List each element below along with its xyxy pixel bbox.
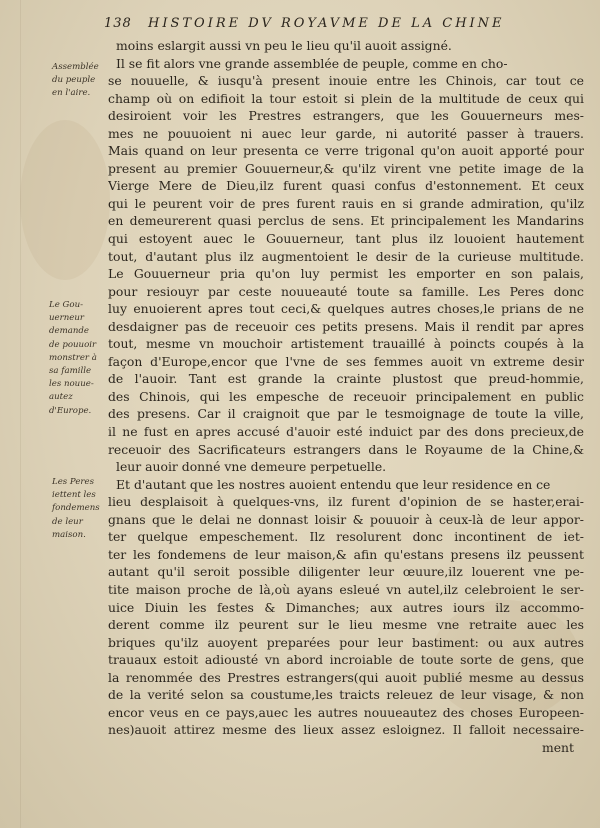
margin-note-line: Les Peres [52, 477, 95, 487]
page-edge-shadow [20, 0, 21, 828]
margin-note-foundations [52, 476, 100, 542]
margin-note-line: maison. [52, 529, 86, 540]
text-line: champ où on edifioit la tour estoit si plein de la multitude de ceux qui [108, 90, 584, 106]
page-header [104, 14, 584, 36]
text-line: Mais quand on leur presenta ce verre trigonal qu'on auoit apporté pour [108, 143, 584, 159]
text-line: en demeurerent quasi perclus de sens. Et principalement les Mandarins [108, 213, 584, 229]
text-line: des Chinois, qui les empesche de receuoir principalement en public [108, 388, 584, 404]
margin-note-line: demande [49, 326, 89, 337]
margin-note-line: sa famille [49, 365, 92, 376]
margin-note-line: autez [49, 392, 73, 403]
text-line: lieu desplaisoit à quelques-vns, ilz furent d'opinion de se haster,erai- [108, 494, 584, 510]
text-line: se nouuelle, & iusqu'à present inouie entre les Chinois, car tout ce [108, 73, 584, 89]
text-line: desdaigner pas de receuoir ces petits presens. Mais il rendit par apres [108, 318, 584, 334]
text-line: Vierge Mere de Dieu,ilz furent quasi confus d'estonnement. Et ceux [108, 178, 584, 194]
text-line: nes)auoit attirez mesme des lieux assez esloignez. Il falloit necessaire- [108, 722, 584, 738]
text-line: il ne fust en apres accusé d'auoir esté induict par des dons precieux,de [108, 424, 584, 440]
margin-note-line: de pouuoir [49, 339, 97, 350]
text-line: briques qu'ilz auoyent preparées pour leur bastiment: ou aux autres [108, 634, 584, 650]
margin-note-line: les nouue- [49, 379, 94, 390]
text-line: tout, d'autant plus ilz augmentoient le desir de la curieuse multitude. [108, 248, 584, 264]
margin-note-line: du peuple [52, 75, 96, 86]
text-line: gnans que le delai ne donnast loisir & pouuoir à ceux-là de leur appor- [108, 511, 584, 527]
catchword: ment [541, 739, 574, 755]
paper-stain [20, 120, 110, 280]
text-line: autant qu'il seroit possible diligenter leur œuure,ilz louerent vne pe- [108, 564, 584, 580]
margin-note-governor [49, 299, 97, 418]
text-line: desiroient voir les Prestres estrangers, que les Gouuerneurs mes- [108, 108, 584, 124]
margin-note-line: iettent les [52, 490, 96, 501]
text-line: ter quelque empeschement. Ilz resolurent donc incontinent de iet- [108, 529, 584, 545]
text-line: Et d'autant que les nostres auoient entendu que leur residence en ce [116, 476, 551, 492]
margin-note-line: en l'aire. [52, 88, 91, 99]
body-text [108, 37, 584, 756]
page-number: 138 [104, 16, 132, 31]
margin-note-line: fondemens [52, 503, 100, 514]
text-line: leur auoir donné vne demeure perpetuelle. [116, 459, 387, 475]
text-line: ter les fondemens de leur maison,& afin qu'estans presens ilz peussent [108, 546, 584, 562]
margin-note-line: monstrer à [49, 352, 97, 363]
margin-note-assembly [52, 61, 99, 101]
margin-note-line: de leur [52, 516, 83, 527]
text-line: present au premier Gouuerneur,& qu'ilz virent vne petite image de la [108, 160, 584, 176]
text-line: qui le peurent voir de pres furent rauis en si grande admiration, qu'ilz [108, 195, 584, 211]
text-line: pour resiouyr par ceste nouueauté toute sa famille. Les Peres donc [108, 283, 584, 299]
text-line: luy enuoierent apres tout ceci,& quelques autres choses,le prians de ne [108, 301, 584, 317]
margin-note-line: Assemblée [52, 62, 99, 72]
running-title: HISTOIRE DV ROYAVME DE LA CHINE [148, 16, 505, 31]
margin-note-line: d'Europe. [49, 405, 92, 416]
text-line: tite maison proche de là,où ayans esleué vn autel,ilz celebroient le ser- [108, 581, 584, 597]
text-line: Il se fit alors vne grande assemblée de peuple, comme en cho- [116, 55, 508, 71]
margin-note-line: Le Gou- [49, 300, 84, 310]
text-line: la renommée des Prestres estrangers(qui auoit publié mesme au dessus [108, 669, 584, 685]
text-line: de l'auoir. Tant est grande la crainte plustost que preud-hommie, [108, 371, 584, 387]
text-line: de la verité selon sa coustume,les traicts releuez de leur visage, & non [108, 687, 584, 703]
text-line: tout, mesme vn mouchoir artistement trauaillé à poincts coupés à la [108, 336, 584, 352]
text-line: façon d'Europe,encor que l'vne de ses femmes auoit vn extreme desir [108, 353, 584, 369]
text-line: des presens. Car il craignoit que par le tesmoignage de toute la ville, [108, 406, 584, 422]
text-line: trauaux estoit adiousté vn abord incroiable de toute sorte de gens, que [108, 652, 584, 668]
text-line: Le Gouuerneur pria qu'on luy permist les emporter en son palais, [108, 266, 584, 282]
margin-note-line: uerneur [49, 313, 84, 324]
text-line: qui estoyent auec le Gouuerneur, tant plus ilz louoient hautement [108, 231, 584, 247]
text-line: receuoir des Sacrificateurs estrangers dans le Royaume de la Chine,& [108, 441, 584, 457]
text-line: mes ne pouuoient ni auec leur garde, ni autorité passer à trauers. [108, 125, 584, 141]
text-line: moins eslargit aussi vn peu le lieu qu'il auoit assigné. [116, 38, 452, 53]
text-line: derent comme ilz peurent sur le lieu mesme vne retraite auec les [108, 617, 584, 633]
text-line: encor veus en ce pays,auec les autres nouueautez des choses Europeen- [108, 704, 584, 720]
text-line: uice Diuin les festes & Dimanches; aux autres iours ilz accommo- [108, 599, 584, 615]
